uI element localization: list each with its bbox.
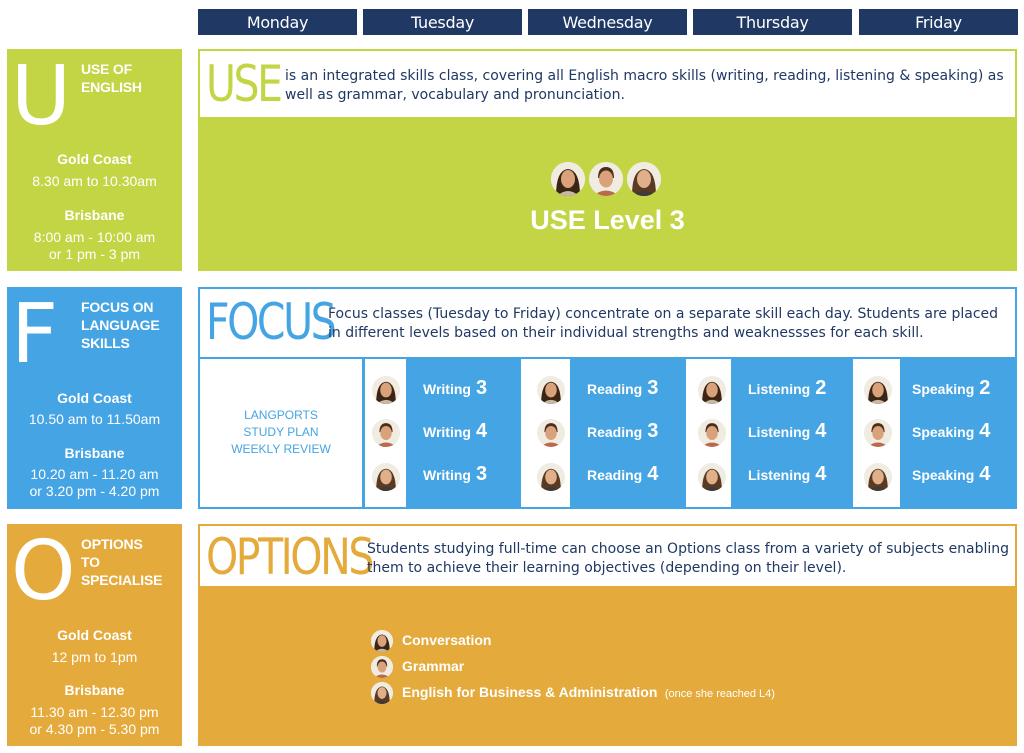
writing-level: Writing 3 [423, 463, 488, 485]
student-photo-3 [372, 463, 400, 491]
student-photo-3 [864, 463, 892, 491]
use-brisbane-label: Brisbane [64, 207, 125, 223]
student-photo-1 [372, 376, 400, 404]
speaking-level: Speaking 4 [912, 420, 991, 442]
options-side-panel [7, 524, 182, 746]
use-gold-coast-time: 8.30 am to 10.30am [32, 173, 157, 189]
focus-letter: F [11, 287, 59, 382]
reading-level: Reading 3 [587, 420, 659, 442]
listening-level: Listening 4 [748, 463, 827, 485]
student-photo-3 [537, 463, 565, 491]
reading-level: Reading 3 [587, 377, 659, 399]
options-panel [198, 524, 1017, 746]
option-conversation: Conversation [402, 632, 492, 648]
use-letter: U [11, 49, 72, 144]
focus-banner [200, 289, 1015, 357]
focus-brisbane-label: Brisbane [64, 445, 125, 461]
use-heading: USE [206, 55, 281, 113]
options-title [81, 535, 162, 589]
options-gold-coast-label: Gold Coast [57, 627, 132, 643]
options-banner [200, 526, 1015, 586]
speaking-level: Speaking 4 [912, 463, 991, 485]
use-panel [198, 49, 1017, 271]
use-level-label: USE Level 3 [530, 205, 685, 235]
student-photo-1 [698, 376, 726, 404]
options-title-line: TO [81, 554, 100, 570]
options-gold-coast-time: 12 pm to 1pm [51, 649, 138, 665]
focus-monday-cell [200, 359, 362, 507]
listening-level: Listening 4 [748, 420, 827, 442]
day-header-monday: Monday [198, 9, 357, 35]
student-photo-1 [537, 376, 565, 404]
use-description: is an integrated skills class, covering all English macro skills (writing, reading, listening & speaking) as well as grammar, vocabulary and pronunciation. [285, 68, 1004, 103]
focus-brisbane-time: 10.20 am - 11.20 am [30, 466, 159, 482]
listening-level: Listening 2 [748, 377, 827, 399]
reading-level: Reading 4 [587, 463, 659, 485]
writing-level: Writing 4 [423, 420, 488, 442]
options-title-line: OPTIONS [81, 536, 143, 552]
option-business-label: English for Business & Administration [402, 684, 658, 700]
focus-title [81, 298, 160, 352]
focus-heading: FOCUS [206, 293, 335, 351]
option-business [402, 684, 775, 702]
day-header-thursday: Thursday [693, 9, 852, 35]
student-photo-1 [551, 162, 585, 196]
student-photo-2 [589, 162, 623, 196]
student-photo-2 [537, 419, 565, 447]
options-brisbane-time: 11.30 am - 12.30 pm [30, 704, 159, 720]
student-photo-2 [371, 656, 393, 678]
options-title-line: SPECIALISE [81, 572, 163, 588]
use-title-line: USE OF [81, 61, 132, 77]
speaking-level: Speaking 2 [912, 377, 991, 399]
focus-title-line: FOCUS ON [81, 299, 154, 315]
day-header-wednesday: Wednesday [528, 9, 687, 35]
student-photo-1 [371, 630, 393, 652]
student-photo-2 [372, 419, 400, 447]
day-header-friday: Friday [859, 9, 1018, 35]
study-plan-line: LANGPORTS [244, 408, 318, 422]
focus-side-panel [7, 287, 182, 509]
student-photo-3 [371, 682, 393, 704]
options-description: Students studying full-time can choose an Options class from a variety of subjects enabling them to achieve their learning objectives (depending on their level). [367, 541, 1010, 576]
study-plan-line: WEEKLY REVIEW [231, 442, 331, 456]
use-gold-coast-label: Gold Coast [57, 151, 132, 167]
options-brisbane-time-alt: or 4.30 pm - 5.30 pm [29, 721, 160, 737]
day-header-tuesday: Tuesday [363, 9, 522, 35]
student-photo-3 [627, 162, 661, 196]
option-grammar: Grammar [402, 658, 465, 674]
study-plan-line: STUDY PLAN [243, 425, 319, 439]
student-photo-3 [698, 463, 726, 491]
focus-brisbane-time-alt: or 3.20 pm - 4.20 pm [29, 483, 160, 499]
focus-panel [198, 287, 1017, 509]
use-title-line: ENGLISH [81, 79, 142, 95]
use-banner [200, 51, 1015, 117]
student-photo-2 [698, 419, 726, 447]
use-side-panel [7, 49, 182, 271]
focus-description: Focus classes (Tuesday to Friday) concentrate on a separate skill each day. Students are placed in different levels based on their individual strengths and weaknessses for each skill. [328, 306, 999, 341]
focus-gold-coast-time: 10.50 am to 11.50am [28, 411, 161, 427]
option-business-note: (once she reached L4) [664, 688, 775, 700]
focus-title-line: SKILLS [81, 335, 130, 351]
options-letter: O [11, 524, 76, 619]
use-title [81, 60, 142, 96]
focus-gold-coast-label: Gold Coast [57, 390, 132, 406]
student-photo-2 [864, 419, 892, 447]
student-photo-1 [864, 376, 892, 404]
options-brisbane-label: Brisbane [64, 682, 125, 698]
writing-level: Writing 3 [423, 377, 488, 399]
use-brisbane-time: 8:00 am - 10:00 am [33, 229, 156, 245]
focus-title-line: LANGUAGE [81, 317, 160, 333]
options-heading: OPTIONS [206, 528, 372, 586]
use-brisbane-time-alt: or 1 pm - 3 pm [48, 246, 141, 262]
